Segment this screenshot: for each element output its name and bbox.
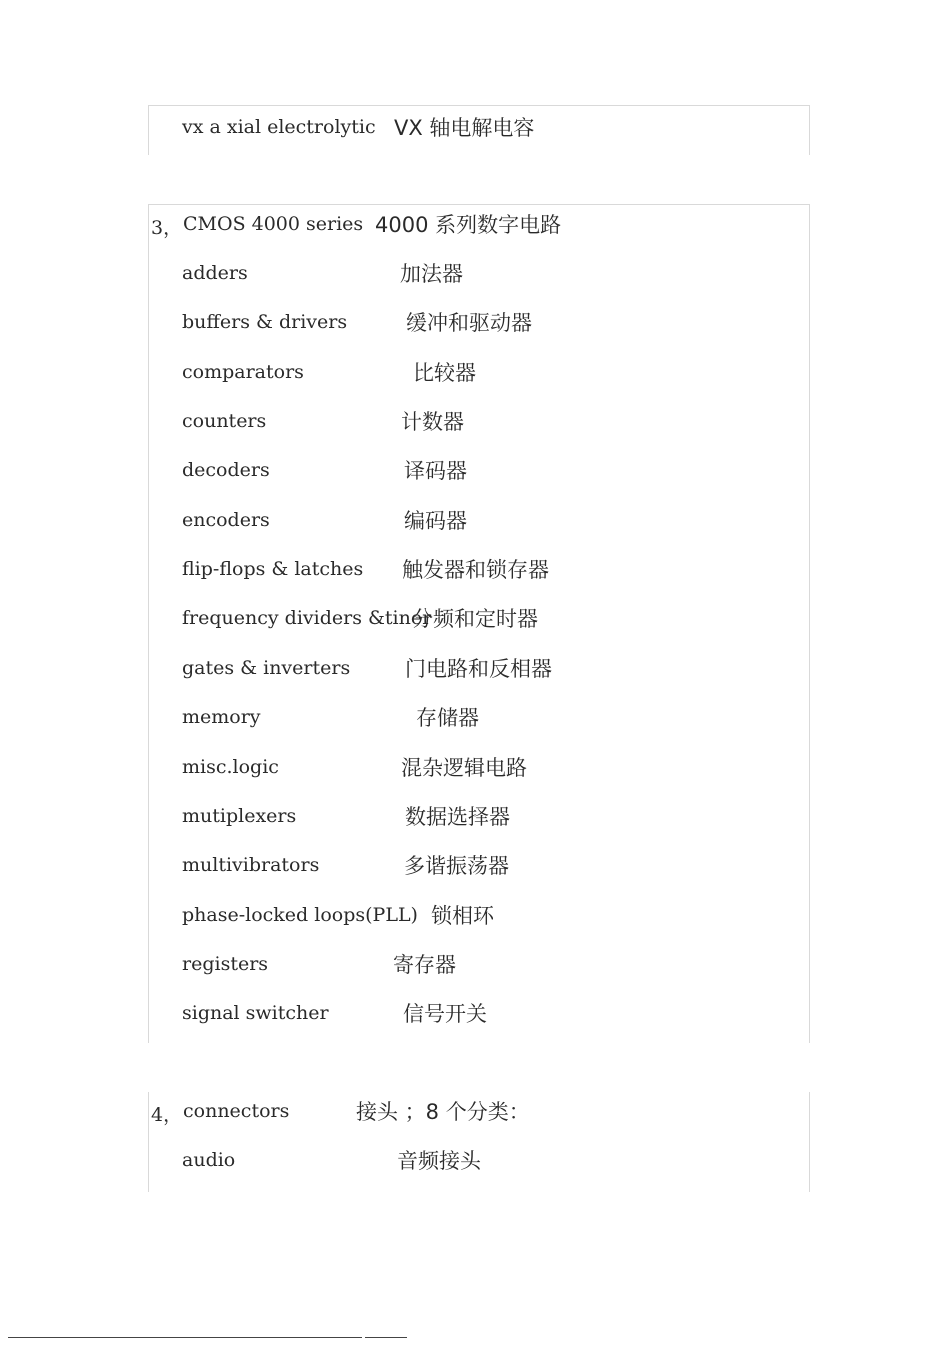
list-item [149,752,809,782]
term-chinese: 计数器 [401,410,464,434]
term-english: memory [182,706,261,728]
term-chinese: 寄存器 [393,953,456,977]
heading-english: CMOS 4000 series [183,213,364,235]
term-english: buffers & drivers [182,311,348,333]
term-chinese: 门电路和反相器 [405,657,552,681]
term-english: phase-locked loops(PLL) [182,904,418,926]
term-chinese: 缓冲和驱动器 [406,311,532,335]
list-item [149,357,809,387]
term-english: mutiplexers [182,805,297,827]
list-item [149,505,809,535]
term-english: registers [182,953,269,975]
term-chinese: 加法器 [400,262,463,286]
term-chinese: 音频接头 [397,1149,481,1173]
list-item [149,702,809,732]
list-item [149,554,809,584]
heading-chinese: 接头 ；8 个分类： [356,1100,530,1124]
section-axial-electrolytic [148,105,810,155]
term-chinese: 编码器 [404,509,467,533]
list-item [149,258,809,288]
term-chinese: 信号开关 [403,1002,487,1026]
list-item [149,653,809,683]
term-english: misc.logic [182,756,279,778]
list-item [149,801,809,831]
footer-divider-short [365,1337,407,1338]
term-english: signal switcher [182,1002,329,1024]
term-english: vx a xial electrolytic [182,116,376,138]
term-chinese: 分频和定时器 [412,607,538,631]
term-chinese: 译码器 [404,459,467,483]
heading-chinese: 4000 系列数字电路 [375,213,562,237]
list-item [149,406,809,436]
term-english: audio [182,1149,236,1171]
list-item [149,1145,809,1175]
term-english: adders [182,262,248,284]
section-number: 3， [151,217,183,239]
term-english: frequency dividers &tiner [182,607,432,629]
list-item [149,455,809,485]
list-item [149,850,809,880]
term-english: comparators [182,361,304,383]
term-chinese: 存储器 [416,706,479,730]
term-chinese: VX 轴电解电容 [394,116,535,140]
list-item [149,603,809,633]
term-chinese: 多谐振荡器 [404,854,509,878]
term-english: gates & inverters [182,657,351,679]
term-english: decoders [182,459,270,481]
term-chinese: 锁相环 [431,904,494,928]
section-connectors [148,1092,810,1192]
list-item [149,900,809,930]
section-cmos-4000-series [148,204,810,1043]
list-item [149,998,809,1028]
term-english: counters [182,410,267,432]
list-item [149,112,809,142]
list-item [149,949,809,979]
heading-english: connectors [183,1100,290,1122]
term-chinese: 混杂逻辑电路 [401,756,527,780]
list-item [149,307,809,337]
term-chinese: 触发器和锁存器 [402,558,549,582]
term-english: encoders [182,509,270,531]
term-english: flip-flops & latches [182,558,364,580]
section-number: 4， [151,1104,183,1126]
term-chinese: 数据选择器 [405,805,510,829]
section-heading [149,209,809,239]
term-chinese: 比较器 [413,361,476,385]
footer-divider [8,1337,362,1338]
section-heading [149,1096,809,1126]
term-english: multivibrators [182,854,320,876]
